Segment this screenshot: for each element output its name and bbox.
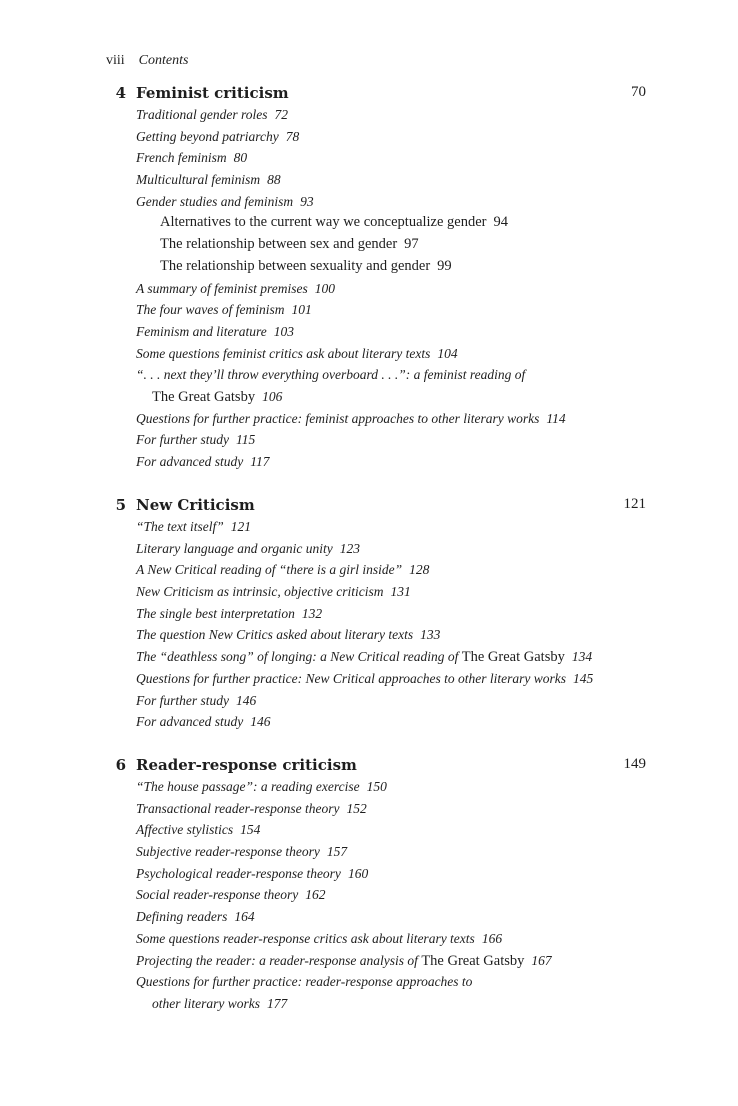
- running-header: [106, 52, 188, 69]
- chapter-6-entries: [136, 776, 696, 1015]
- toc-entry: Transactional reader-response theory 152: [136, 800, 367, 816]
- toc-entry: Subjective reader-response theory 157: [136, 844, 348, 860]
- chapter-page: 70: [631, 84, 646, 100]
- chapter-page: 121: [623, 496, 646, 512]
- toc-entry: Getting beyond patriarchy 78: [136, 128, 300, 144]
- toc-entry: Affective stylistics 154: [136, 822, 261, 838]
- toc-entry: Questions for further practice: reader-response approaches to: [136, 974, 473, 990]
- toc-entry-continuation: other literary works 177: [152, 995, 288, 1011]
- chapter-number: 6: [115, 756, 126, 774]
- toc-entry: Some questions reader-response critics ask about literary texts 166: [136, 930, 503, 946]
- toc-entry: For further study 115: [136, 432, 256, 448]
- toc-entry: The single best interpretation 132: [136, 605, 323, 621]
- toc-entry: Defining readers 164: [136, 909, 255, 925]
- toc-subentry: Alternatives to the current way we conceptualize gender 94: [160, 214, 509, 231]
- toc-subentry: The relationship between sexuality and gender 99: [160, 257, 452, 274]
- toc-entry: Feminism and literature 103: [136, 323, 294, 339]
- toc-entry: New Criticism as intrinsic, objective criticism 131: [136, 584, 411, 600]
- toc-entry: Questions for further practice: feminist approaches to other literary works 114: [136, 410, 566, 426]
- running-head: Contents: [138, 53, 189, 68]
- toc-entry: Literary language and organic unity 123: [136, 540, 360, 556]
- toc-entry: “The house passage”: a reading exercise 150: [136, 779, 387, 794]
- toc-entry: A New Critical reading of “there is a girl inside” 128: [136, 562, 430, 578]
- toc-entry-continuation: The Great Gatsby 106: [152, 388, 283, 405]
- toc-entry: For further study 146: [136, 692, 257, 708]
- toc-entry: French feminism 80: [136, 150, 248, 166]
- page-folio: viii: [106, 53, 125, 68]
- toc-entry: The “deathless song” of longing: a New Critical reading of The Great Gatsby 134: [136, 649, 593, 666]
- chapter-title: Reader-response criticism: [136, 756, 357, 774]
- chapter-number: 5: [115, 496, 126, 514]
- toc-entry: Psychological reader-response theory 160: [136, 865, 369, 881]
- toc-entry: For advanced study 117: [136, 454, 270, 469]
- toc-entry: Gender studies and feminism 93: [136, 193, 314, 209]
- toc-entry: “The text itself” 121: [136, 519, 251, 534]
- toc-entry: Projecting the reader: a reader-response analysis of The Great Gatsby 167: [136, 952, 552, 969]
- toc-entry: Some questions feminist critics ask about literary texts 104: [136, 345, 458, 361]
- toc-entry: The four waves of feminism 101: [136, 302, 312, 318]
- toc-entry: The question New Critics asked about literary texts 133: [136, 627, 441, 643]
- chapter-5-entries: [136, 516, 696, 733]
- chapter-number: 4: [115, 84, 126, 102]
- chapter-title: Feminist criticism: [136, 84, 289, 102]
- toc-entry: “. . . next they’ll throw everything overboard . . .”: a feminist reading of: [136, 367, 526, 383]
- toc-entry: Questions for further practice: New Critical approaches to other literary works 145: [136, 670, 594, 686]
- toc-entry: A summary of feminist premises 100: [136, 280, 335, 296]
- chapter-page: 149: [623, 756, 646, 772]
- toc-entry: Social reader-response theory 162: [136, 887, 326, 903]
- toc-subentry: The relationship between sex and gender 97: [160, 236, 419, 253]
- chapter-title: New Criticism: [136, 496, 255, 514]
- chapter-4-entries: [136, 104, 696, 473]
- toc-entry: Traditional gender roles 72: [136, 107, 289, 122]
- toc-entry: For advanced study 146: [136, 714, 271, 730]
- toc-entry: Multicultural feminism 88: [136, 172, 281, 188]
